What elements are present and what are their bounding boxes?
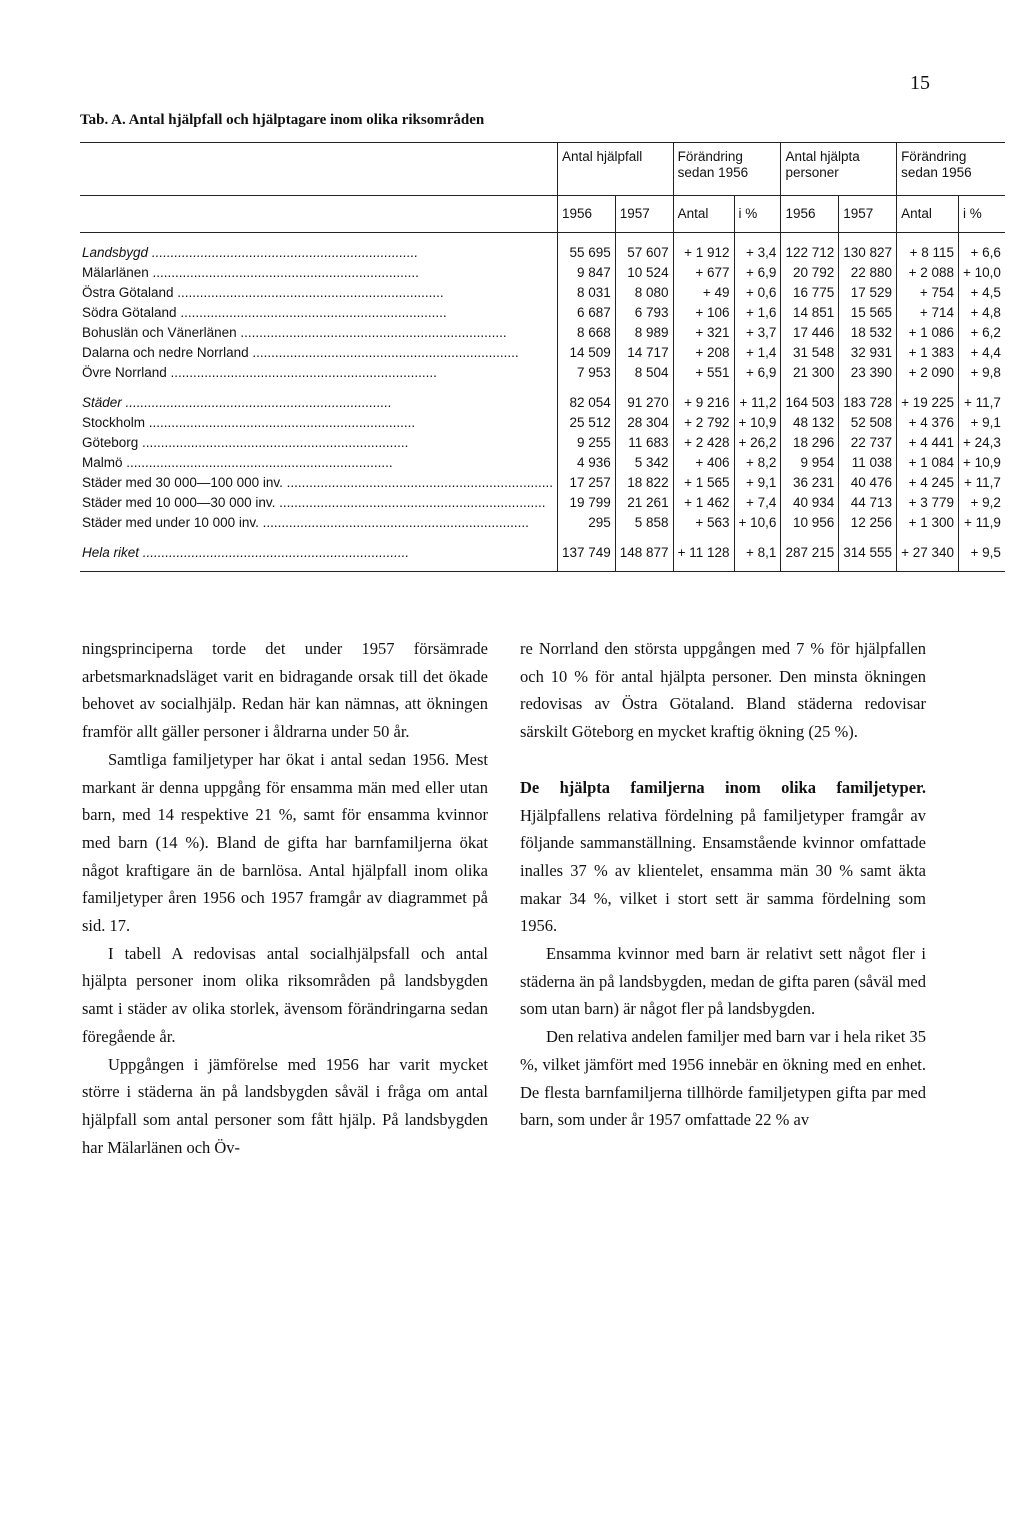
table-cell: 16 775 xyxy=(781,283,839,303)
row-label-text: Östra Götaland ..... xyxy=(82,285,444,300)
row-label-text: Malmö ..... xyxy=(82,455,393,470)
row-label xyxy=(80,493,557,513)
rule-cell xyxy=(959,563,1005,572)
table-cell: + 8,2 xyxy=(734,453,781,473)
table-cell: + 406 xyxy=(673,453,734,473)
table-cell: 164 503 xyxy=(781,383,839,413)
table-row xyxy=(80,263,1005,283)
table-cell: 14 509 xyxy=(557,343,615,363)
table-row xyxy=(80,343,1005,363)
table-cell: + 9,1 xyxy=(959,413,1005,433)
table-cell: 8 031 xyxy=(557,283,615,303)
table-cell: + 9,1 xyxy=(734,473,781,493)
table-cell: 31 548 xyxy=(781,343,839,363)
table-cell: + 1 462 xyxy=(673,493,734,513)
table-cell: 9 847 xyxy=(557,263,615,283)
table-cell: + 8,1 xyxy=(734,533,781,563)
table-cell: + 714 xyxy=(897,303,959,323)
table-cell: 130 827 xyxy=(839,233,897,264)
table-cell: 48 132 xyxy=(781,413,839,433)
table-cell: 22 880 xyxy=(839,263,897,283)
table-cell: 21 261 xyxy=(615,493,673,513)
rule-cell xyxy=(897,563,959,572)
paragraph: re Norrland den största uppgången med 7 % för hjälpfallen och 10 % för antal hjälpta personer. Den minsta ökningen redovisas av Östra Götaland. Bland städerna redovisar särskilt Göteborg en mycket kraftig ökning (25 %). xyxy=(520,639,926,742)
table-cell: + 7,4 xyxy=(734,493,781,513)
rule-cell xyxy=(557,563,615,572)
table-cell: + 6,9 xyxy=(734,263,781,283)
table-cell: 17 446 xyxy=(781,323,839,343)
row-label-text: Södra Götaland ..... xyxy=(82,305,447,320)
table-cell: 19 799 xyxy=(557,493,615,513)
sub-header: i % xyxy=(959,196,1005,233)
table-cell: 314 555 xyxy=(839,533,897,563)
table-cell: + 6,2 xyxy=(959,323,1005,343)
table-cell: 295 xyxy=(557,513,615,533)
table-cell: + 4 441 xyxy=(897,433,959,453)
table-cell: + 9,2 xyxy=(959,493,1005,513)
table-cell: + 1,4 xyxy=(734,343,781,363)
table-cell: 137 749 xyxy=(557,533,615,563)
table-cell: 82 054 xyxy=(557,383,615,413)
table-body xyxy=(80,233,1005,572)
group-header: Förändring sedan 1956 xyxy=(673,143,781,196)
table-cell: + 754 xyxy=(897,283,959,303)
table-cell: 17 257 xyxy=(557,473,615,493)
table-cell: + 10,6 xyxy=(734,513,781,533)
paragraph-text: Hjälpfallens relativa fördelning på familjetyper framgår av följande sammanställning. Ensamstående kvinnor omfattade inalles 37 % av klientelet, ensamma män 30 % samt äkta makar 34 %, vilket i stort sett är samma fördelning som 1956. xyxy=(520,805,926,936)
table-cell: + 0,6 xyxy=(734,283,781,303)
table-row xyxy=(80,363,1005,383)
rule-cell xyxy=(673,563,734,572)
table-cell: + 1 565 xyxy=(673,473,734,493)
table-cell: + 9,5 xyxy=(959,533,1005,563)
rule-cell xyxy=(615,563,673,572)
table-row xyxy=(80,283,1005,303)
row-label xyxy=(80,533,557,563)
table-cell: + 4 376 xyxy=(897,413,959,433)
table-cell: 40 934 xyxy=(781,493,839,513)
paragraph: Ensamma kvinnor med barn är relativt sett något fler i städerna än på landsbygden, medan de gifta paren (såväl med som utan barn) är något fler på landsbygden. xyxy=(520,944,926,1019)
row-label-text: Mälarlänen ..... xyxy=(82,265,419,280)
table-cell: 21 300 xyxy=(781,363,839,383)
table-cell: + 11 128 xyxy=(673,533,734,563)
group-header: Antal hjälpta personer xyxy=(781,143,897,196)
table-cell: 6 793 xyxy=(615,303,673,323)
table-row xyxy=(80,453,1005,473)
table-cell: + 4,8 xyxy=(959,303,1005,323)
table-cell: 91 270 xyxy=(615,383,673,413)
section-paragraph xyxy=(520,774,926,940)
table-cell: 5 858 xyxy=(615,513,673,533)
group-header: Förändring sedan 1956 xyxy=(897,143,1005,196)
header-blank xyxy=(80,196,557,233)
table-cell: 7 953 xyxy=(557,363,615,383)
table-cell: + 1 300 xyxy=(897,513,959,533)
table-cell: + 1 084 xyxy=(897,453,959,473)
row-label-text: Städer med under 10 000 inv. ..... xyxy=(82,515,529,530)
table-row xyxy=(80,383,1005,413)
table-cell: + 3,4 xyxy=(734,233,781,264)
table-cell: 28 304 xyxy=(615,413,673,433)
row-label-text: Landsbygd ..... xyxy=(82,245,418,260)
table-row xyxy=(80,433,1005,453)
table-row xyxy=(80,233,1005,264)
table-cell: + 6,6 xyxy=(959,233,1005,264)
paragraph: Uppgången i jämförelse med 1956 har varit mycket större i städerna än på landsbygden såväl i fråga om antal hjälpfall som antal personer som fått hjälp. På landsbygden har Mälarlänen och Öv- xyxy=(82,1054,488,1157)
row-label xyxy=(80,453,557,473)
table-cell: 23 390 xyxy=(839,363,897,383)
table-cell: 287 215 xyxy=(781,533,839,563)
row-label-text: Dalarna och nedre Norrland ..... xyxy=(82,345,519,360)
table-cell: + 4 245 xyxy=(897,473,959,493)
sub-header: 1956 xyxy=(557,196,615,233)
data-table-container xyxy=(80,142,1001,572)
row-label xyxy=(80,473,557,493)
sub-header: i % xyxy=(734,196,781,233)
table-cell: 32 931 xyxy=(839,343,897,363)
sub-header: 1956 xyxy=(781,196,839,233)
table-cell: 9 255 xyxy=(557,433,615,453)
header-blank xyxy=(80,143,557,196)
sub-header: 1957 xyxy=(615,196,673,233)
row-label-text: Stockholm ..... xyxy=(82,415,415,430)
table-cell: 55 695 xyxy=(557,233,615,264)
table-cell: 40 476 xyxy=(839,473,897,493)
table-cell: 8 504 xyxy=(615,363,673,383)
table-cell: + 9,8 xyxy=(959,363,1005,383)
table-cell: + 1 912 xyxy=(673,233,734,264)
row-label-text: Övre Norrland ..... xyxy=(82,365,437,380)
table-row xyxy=(80,493,1005,513)
table-cell: 14 717 xyxy=(615,343,673,363)
table-cell: 8 080 xyxy=(615,283,673,303)
table-cell: + 1,6 xyxy=(734,303,781,323)
table-cell: + 551 xyxy=(673,363,734,383)
table-cell: + 8 115 xyxy=(897,233,959,264)
table-cell: 8 989 xyxy=(615,323,673,343)
table-cell: + 27 340 xyxy=(897,533,959,563)
row-label xyxy=(80,283,557,303)
table-cell: 14 851 xyxy=(781,303,839,323)
table-cell: + 563 xyxy=(673,513,734,533)
row-label xyxy=(80,383,557,413)
rule-cell xyxy=(734,563,781,572)
table-cell: 18 296 xyxy=(781,433,839,453)
table-cell: + 11,7 xyxy=(959,383,1005,413)
table-cell: 10 956 xyxy=(781,513,839,533)
row-label xyxy=(80,233,557,264)
table-cell: + 4,4 xyxy=(959,343,1005,363)
table-row xyxy=(80,323,1005,343)
table-cell: + 11,2 xyxy=(734,383,781,413)
paragraph: Samtliga familjetyper har ökat i antal sedan 1956. Mest markant är denna uppgång för ensamma män med eller utan barn, med 14 respektive 21 %, samt för ensamma kvinnor med barn (14 %). Bland de gifta har barnfamiljerna ökat något kraftigare än de barnlösa. Antal hjälpfall inom olika familjetyper åren 1956 och 1957 framgår av diagrammet på sid. 17. xyxy=(82,749,488,936)
table-cell: + 11,9 xyxy=(959,513,1005,533)
table-cell: 10 524 xyxy=(615,263,673,283)
table-cell: + 11,7 xyxy=(959,473,1005,493)
table-cell: 8 668 xyxy=(557,323,615,343)
right-text-column xyxy=(520,635,926,1134)
table-cell: 44 713 xyxy=(839,493,897,513)
table-cell: + 49 xyxy=(673,283,734,303)
section-heading: De hjälpta familjerna inom olika familjetyper. xyxy=(520,777,926,797)
table-cell: + 4,5 xyxy=(959,283,1005,303)
row-label xyxy=(80,343,557,363)
table-cell: 12 256 xyxy=(839,513,897,533)
row-label-text: Göteborg ..... xyxy=(82,435,408,450)
table-cell: 122 712 xyxy=(781,233,839,264)
table-title: Tab. A. Antal hjälpfall och hjälptagare inom olika riksområden xyxy=(80,112,485,128)
table-cell: + 3,7 xyxy=(734,323,781,343)
paragraph: Den relativa andelen familjer med barn var i hela riket 35 %, vilket jämfört med 1956 innebär en ökning med en enhet. De flesta barnfamiljerna tillhörde familjetypen gifta par med barn, som under år 1957 omfattade 22 % av xyxy=(520,1027,926,1130)
table-cell: 11 683 xyxy=(615,433,673,453)
row-label-text: Städer med 10 000—30 000 inv. ..... xyxy=(82,495,545,510)
table-bottom-rule xyxy=(80,563,1005,572)
row-label xyxy=(80,303,557,323)
table-cell: + 24,3 xyxy=(959,433,1005,453)
row-label xyxy=(80,433,557,453)
table-cell: 6 687 xyxy=(557,303,615,323)
table-cell: + 321 xyxy=(673,323,734,343)
table-cell: 15 565 xyxy=(839,303,897,323)
table-cell: + 208 xyxy=(673,343,734,363)
table-cell: + 3 779 xyxy=(897,493,959,513)
table-cell: + 10,9 xyxy=(734,413,781,433)
table-cell: + 2 088 xyxy=(897,263,959,283)
table-cell: + 2 428 xyxy=(673,433,734,453)
table-cell: 52 508 xyxy=(839,413,897,433)
table-cell: + 9 216 xyxy=(673,383,734,413)
rule-cell xyxy=(781,563,839,572)
row-label-text: Städer ..... xyxy=(82,395,392,410)
left-text-column xyxy=(82,635,488,1161)
table-cell: + 2 090 xyxy=(897,363,959,383)
table-cell: 11 038 xyxy=(839,453,897,473)
table-row xyxy=(80,513,1005,533)
page-number: 15 xyxy=(910,72,930,94)
sub-header: Antal xyxy=(897,196,959,233)
sub-header: 1957 xyxy=(839,196,897,233)
table-cell: 5 342 xyxy=(615,453,673,473)
table-cell: 22 737 xyxy=(839,433,897,453)
paragraph: ningsprinciperna torde det under 1957 försämrade arbetsmarknadsläget varit en bidragande orsak till det ökade behovet av socialhjälp. Redan här kan nämnas, att ökningen framför allt gäller personer i åldrarna under 50 år. xyxy=(82,639,488,742)
table-cell: + 19 225 xyxy=(897,383,959,413)
table-cell: 148 877 xyxy=(615,533,673,563)
table-cell: + 677 xyxy=(673,263,734,283)
table-cell: 183 728 xyxy=(839,383,897,413)
table-cell: 18 822 xyxy=(615,473,673,493)
table-cell: + 1 086 xyxy=(897,323,959,343)
table-cell: 9 954 xyxy=(781,453,839,473)
table-cell: 20 792 xyxy=(781,263,839,283)
table-cell: 25 512 xyxy=(557,413,615,433)
data-table xyxy=(80,142,1005,572)
table-cell: + 2 792 xyxy=(673,413,734,433)
table-cell: 36 231 xyxy=(781,473,839,493)
table-row xyxy=(80,303,1005,323)
row-label xyxy=(80,363,557,383)
table-cell: + 10,0 xyxy=(959,263,1005,283)
group-header: Antal hjälpfall xyxy=(557,143,673,196)
row-label xyxy=(80,263,557,283)
row-label-text: Hela riket ..... xyxy=(82,545,409,560)
table-cell: + 6,9 xyxy=(734,363,781,383)
table-row xyxy=(80,533,1005,563)
table-cell: 57 607 xyxy=(615,233,673,264)
table-cell: 17 529 xyxy=(839,283,897,303)
rule-cell xyxy=(80,563,557,572)
table-cell: 18 532 xyxy=(839,323,897,343)
table-row xyxy=(80,473,1005,493)
table-cell: + 26,2 xyxy=(734,433,781,453)
table-cell: + 106 xyxy=(673,303,734,323)
table-cell: + 10,9 xyxy=(959,453,1005,473)
table-cell: + 1 383 xyxy=(897,343,959,363)
row-label-text: Städer med 30 000—100 000 inv. ..... xyxy=(82,475,553,490)
row-label xyxy=(80,323,557,343)
row-label-text: Bohuslän och Vänerlänen ..... xyxy=(82,325,507,340)
paragraph: I tabell A redovisas antal socialhjälpsfall och antal hjälpta personer inom olika riksområden på landsbygden samt i städer av olika storlek, ävensom förändringarna sedan föregående år. xyxy=(82,943,488,1046)
sub-header: Antal xyxy=(673,196,734,233)
row-label xyxy=(80,513,557,533)
rule-cell xyxy=(839,563,897,572)
table-cell: 4 936 xyxy=(557,453,615,473)
row-label xyxy=(80,413,557,433)
table-row xyxy=(80,413,1005,433)
